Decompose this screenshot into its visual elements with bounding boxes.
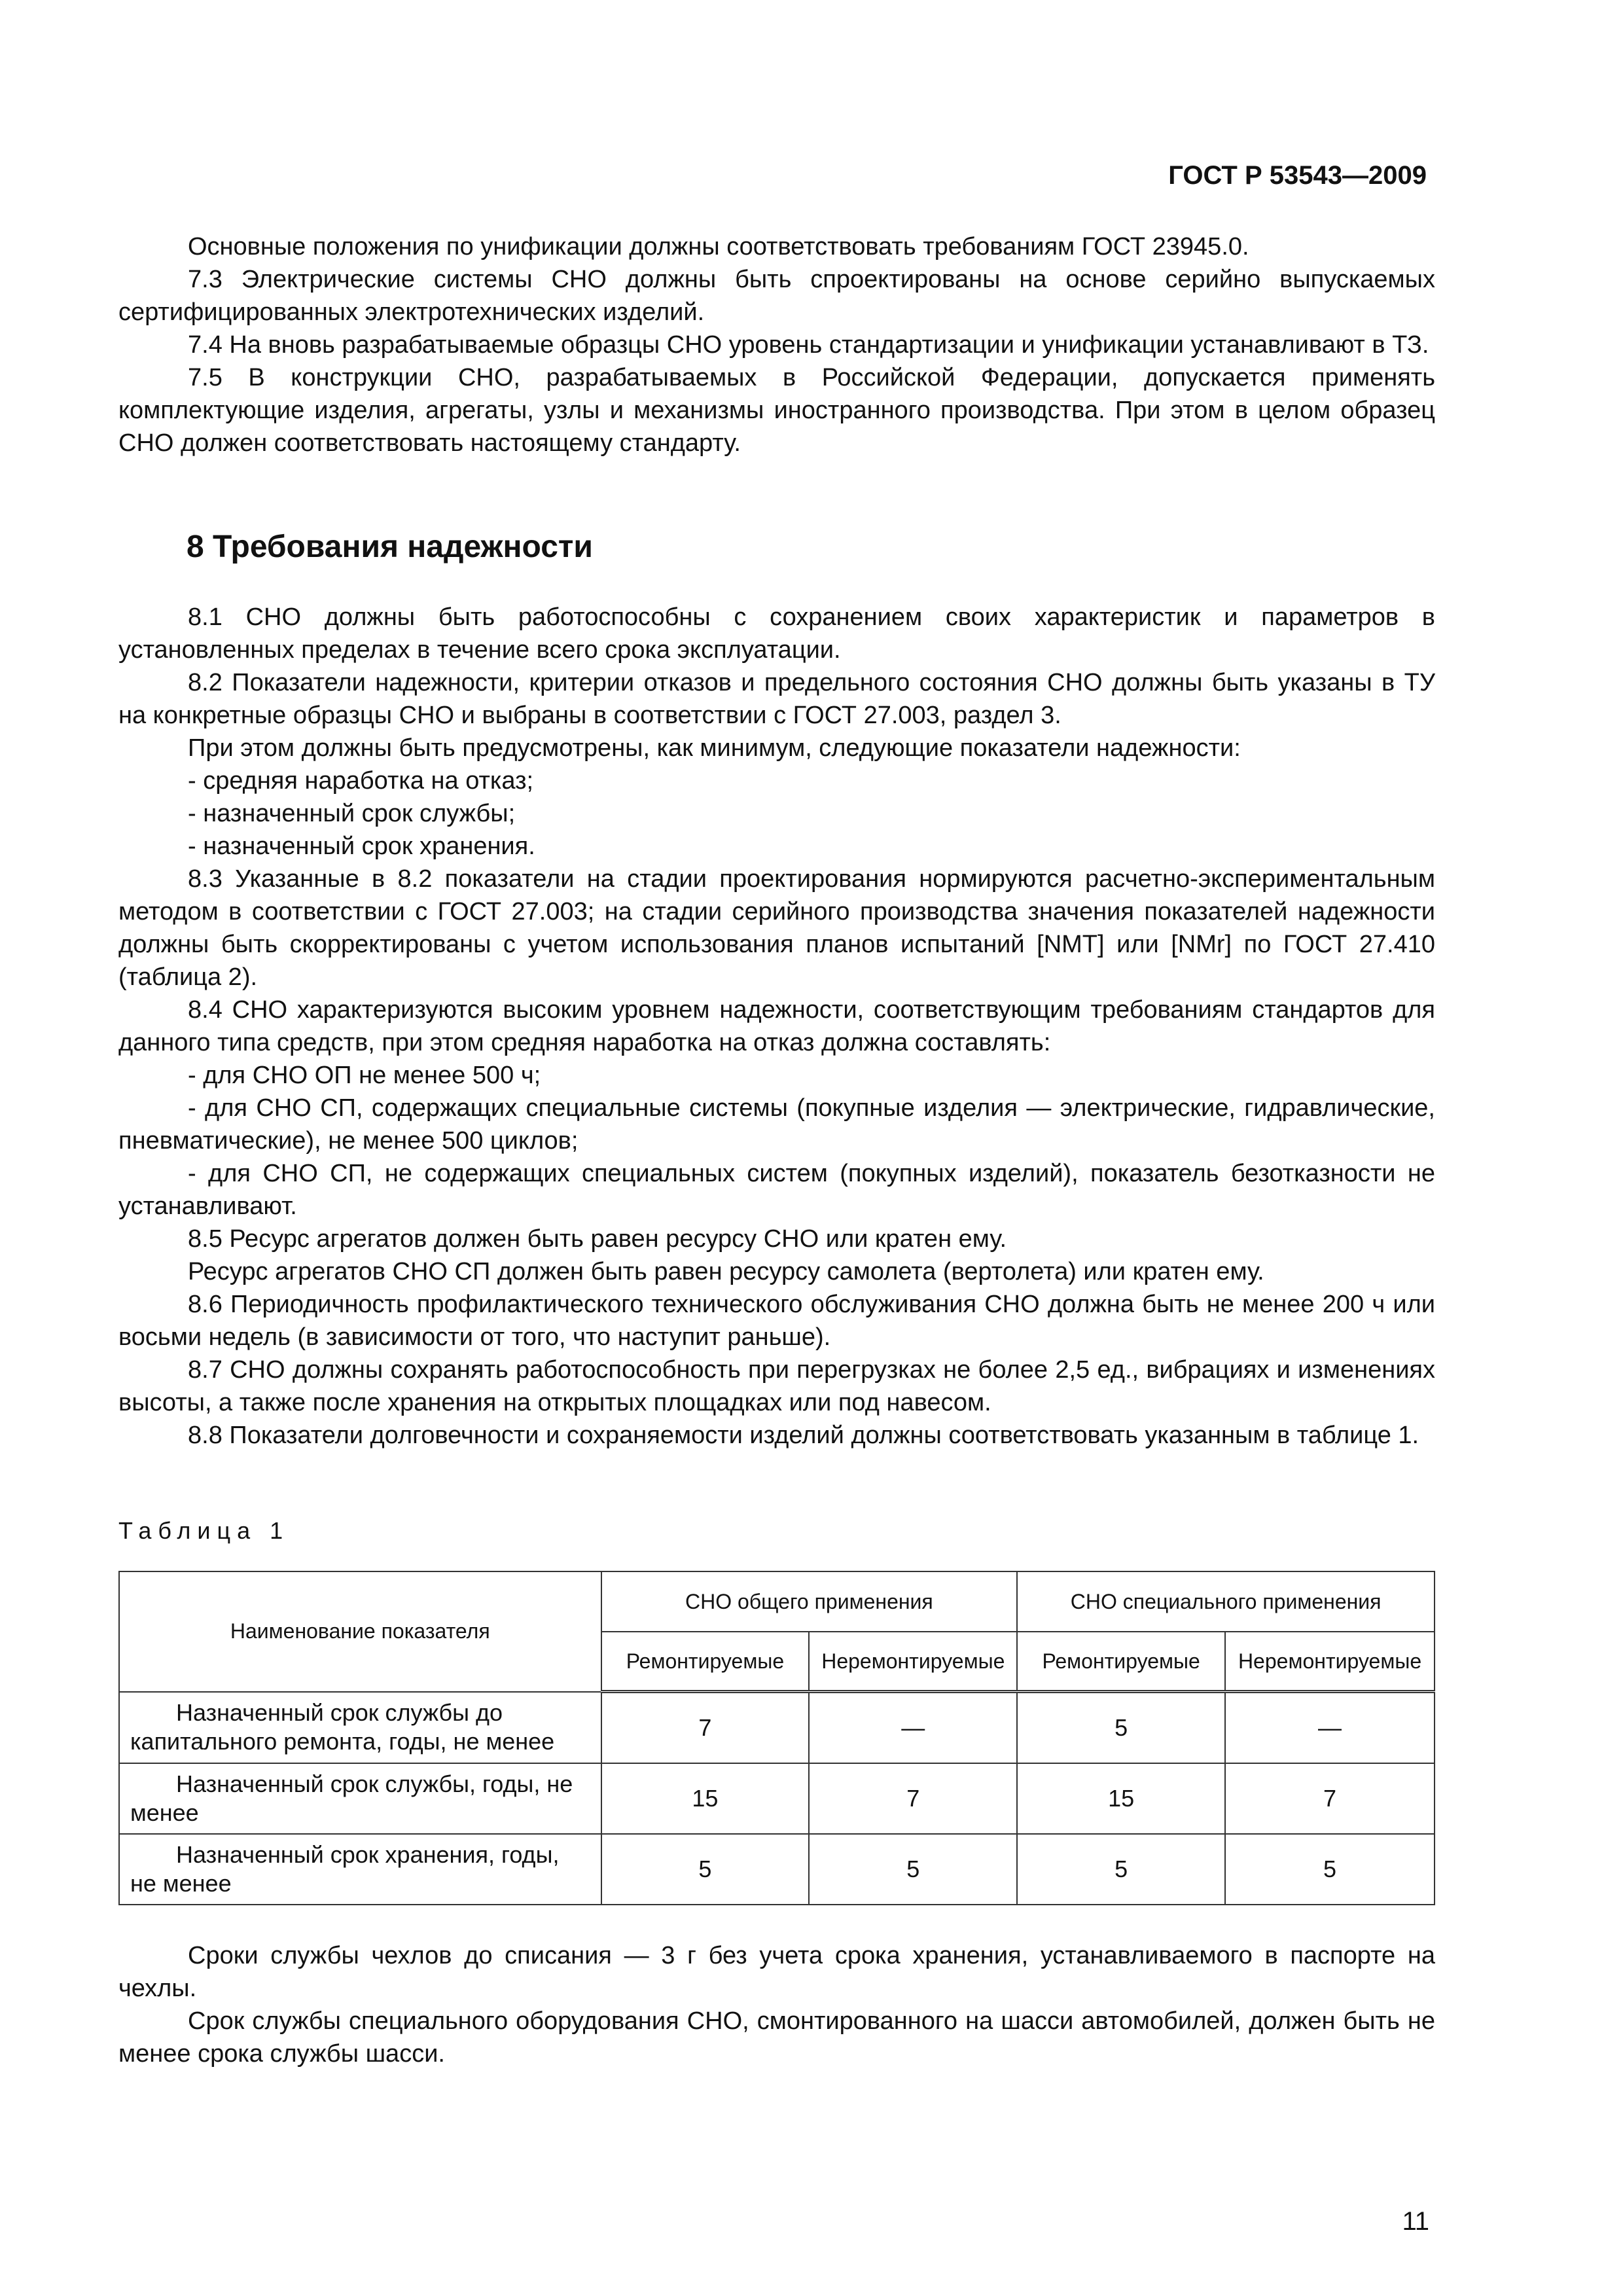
table-cell: 7	[809, 1763, 1017, 1834]
paragraph-8-2: 8.2 Показатели надежности, критерии отказов и предельного состояния СНО должны быть указаны в ТУ на конкретные образцы СНО и выбраны в соответствии с ГОСТ 27.003, раздел 3.	[118, 669, 1435, 729]
list-item: - назначенный срок службы;	[188, 800, 516, 827]
list-item: - назначенный срок хранения.	[188, 833, 535, 860]
table-cell: 15	[601, 1763, 810, 1834]
row-label: Назначенный срок службы до капитального ремонта, годы, не менее	[119, 1692, 601, 1764]
column-group-special: СНО специального применения	[1017, 1571, 1435, 1632]
durability-table	[118, 1571, 1435, 1905]
list-item: - для СНО СП, не содержащих специальных систем (покупных изделий), показатель безотказности не устанавливают.	[118, 1160, 1435, 1220]
table-caption: Таблица 1	[118, 1517, 290, 1544]
table-cell: 5	[601, 1834, 810, 1905]
table-cell: 5	[809, 1834, 1017, 1905]
column-header-repairable: Ремонтируемые	[1017, 1632, 1225, 1692]
paragraph-8-8: 8.8 Показатели долговечности и сохраняемости изделий должны соответствовать указанным в таблице 1.	[188, 1422, 1419, 1449]
column-header-repairable: Ремонтируемые	[601, 1632, 810, 1692]
table-cell: —	[1225, 1692, 1435, 1764]
table-cell: 5	[1017, 1692, 1225, 1764]
paragraph: Срок службы специального оборудования СНО, смонтированного на шасси автомобилей, должен быть не менее срока службы шасси.	[118, 2007, 1435, 2068]
page-number: 11	[1402, 2207, 1429, 2236]
column-header-nonrepairable: Неремонтируемые	[809, 1632, 1017, 1692]
paragraph-8-5: 8.5 Ресурс агрегатов должен быть равен ресурсу СНО или кратен ему.	[188, 1225, 1007, 1253]
closing-paragraphs	[118, 1939, 1435, 2070]
table-cell: 7	[1225, 1763, 1435, 1834]
paragraph: Сроки службы чехлов до списания — 3 г без учета срока хранения, устанавливаемого в паспорте на чехлы.	[118, 1942, 1435, 2002]
table-cell: 5	[1225, 1834, 1435, 1905]
paragraph-8-3: 8.3 Указанные в 8.2 показатели на стадии проектирования нормируются расчетно-экспериментальным методом в соответствии с ГОСТ 27.003; на стадии серийного производства значения показателей надежности должны быть скорректированы с учетом использования планов испытаний [NMT] или [NMr] по ГОСТ 27.410 (таблица 2).	[118, 865, 1435, 991]
paragraph-8-4: 8.4 СНО характеризуются высоким уровнем надежности, соответствующим требованиям стандартов для данного типа средств, при этом средняя наработка на отказ должна составлять:	[118, 996, 1435, 1056]
table-row	[119, 1692, 1435, 1764]
list-item: - средняя наработка на отказ;	[188, 767, 534, 795]
column-header-nonrepairable: Неремонтируемые	[1225, 1632, 1435, 1692]
paragraph-8-1: 8.1 СНО должны быть работоспособны с сохранением своих характеристик и параметров в установленных пределах в течение всего срока эксплуатации.	[118, 603, 1435, 664]
section-heading: 8 Требования надежности	[187, 529, 593, 564]
row-label: Назначенный срок хранения, годы, не менее	[119, 1834, 601, 1905]
table-row	[119, 1763, 1435, 1834]
table-cell: 15	[1017, 1763, 1225, 1834]
list-item: - для СНО СП, содержащих специальные системы (покупные изделия — электрические, гидравлические, пневматические), не менее 500 циклов;	[118, 1094, 1435, 1155]
paragraph-7-4: 7.4 На вновь разрабатываемые образцы СНО уровень стандартизации и унификации устанавливают в ТЗ.	[188, 331, 1429, 359]
table-cell: 5	[1017, 1834, 1225, 1905]
paragraph-7-3: 7.3 Электрические системы СНО должны быть спроектированы на основе серийно выпускаемых сертифицированных электротехнических изделий.	[118, 266, 1435, 326]
column-header-name: Наименование показателя	[119, 1571, 601, 1692]
document-code-header: ГОСТ Р 53543—2009	[1168, 161, 1427, 190]
row-label: Назначенный срок службы, годы, не менее	[119, 1763, 601, 1834]
table-cell: —	[809, 1692, 1017, 1764]
paragraph: Основные положения по унификации должны соответствовать требованиям ГОСТ 23945.0.	[188, 233, 1249, 260]
column-group-general: СНО общего применения	[601, 1571, 1018, 1632]
list-item: - для СНО ОП не менее 500 ч;	[188, 1062, 541, 1089]
paragraph: Ресурс агрегатов СНО СП должен быть равен ресурсу самолета (вертолета) или кратен ему.	[188, 1258, 1264, 1285]
table-row	[119, 1834, 1435, 1905]
paragraph: При этом должны быть предусмотрены, как минимум, следующие показатели надежности:	[188, 734, 1241, 762]
paragraph-8-6: 8.6 Периодичность профилактического технического обслуживания СНО должна быть не менее 200 ч или восьми недель (в зависимости от того, что наступит раньше).	[118, 1291, 1435, 1351]
table-cell: 7	[601, 1692, 810, 1764]
intro-paragraphs	[118, 230, 1435, 459]
reliability-paragraphs	[118, 601, 1435, 1452]
paragraph-7-5: 7.5 В конструкции СНО, разрабатываемых в Российской Федерации, допускается применять комплектующие изделия, агрегаты, узлы и механизмы иностранного производства. При этом в целом образец СНО должен соответствовать настоящему стандарту.	[118, 364, 1435, 457]
paragraph-8-7: 8.7 СНО должны сохранять работоспособность при перегрузках не более 2,5 ед., вибрациях и изменениях высоты, а также после хранения на открытых площадках или под навесом.	[118, 1356, 1435, 1416]
